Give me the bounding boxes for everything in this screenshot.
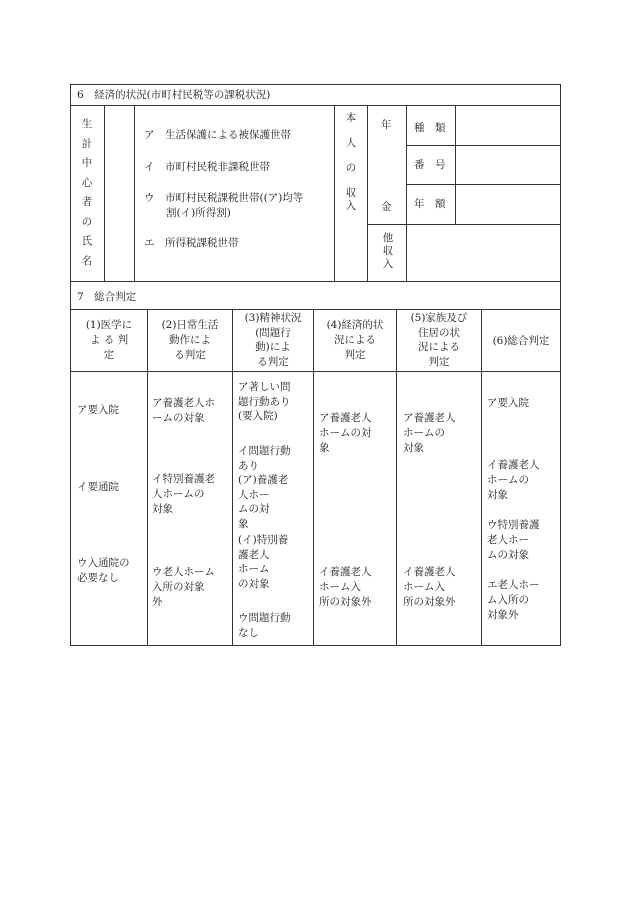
overall-option-a: ア要入院 [487, 397, 529, 409]
rule-s6-h3 [367, 224, 560, 225]
overall-option-u: ウ特別養護 老人ホー ムの対象 [487, 519, 540, 561]
rule-s6-v6 [455, 105, 456, 224]
daily-option-u: ウ老人ホーム 入所の対象 外 [152, 566, 215, 608]
medical-option-u: ウ入通院の 必要なし [77, 557, 130, 584]
rule-sec6-bottom [70, 281, 561, 282]
rule-s7-v3 [313, 309, 314, 645]
header-family: (5)家族及び 住居の状 況による 判定 [410, 312, 468, 368]
rule-s7-v4 [396, 309, 397, 645]
option-e: エ 所得税課税世帯 [144, 237, 239, 249]
mental-option-u: ウ問題行動 なし [238, 612, 291, 639]
rule-s6-h1 [406, 145, 560, 146]
family-option-i: イ養護老人 ホーム入 所の対象外 [403, 566, 456, 608]
other-income-label: 他 収 入 [382, 232, 394, 270]
nen-label: 年 [381, 119, 392, 131]
rule-s6-v3 [334, 105, 335, 281]
rule-sec6-title [70, 105, 561, 106]
rule-s6-v4 [367, 105, 368, 281]
rule-left [70, 84, 71, 646]
section7-title: 7 総合判定 [77, 291, 137, 303]
header-overall: (6)総合判定 [492, 335, 550, 347]
section6-subject-label: 生 計 中 心 者 の 氏 名 [81, 118, 93, 267]
medical-option-a: ア要入院 [77, 404, 119, 416]
rule-top [70, 84, 561, 85]
shurui-label: 種 類 [414, 122, 446, 134]
rule-bottom [70, 645, 561, 646]
rule-sec7-title [70, 309, 561, 310]
mental-option-i-sub-i: (イ)特別養 護老人 ホーム の対象 [238, 534, 289, 590]
rule-right [560, 84, 561, 646]
mental-option-a: ア著しい問 題行動あり (要入院) [238, 381, 291, 422]
bango-label: 番 号 [414, 159, 446, 171]
header-mental: (3)精神状況 (問題行 動)によ る判定 [244, 312, 302, 368]
overall-option-i: イ養護老人 ホームの 対象 [487, 459, 540, 501]
header-economic: (4)経済的状 況による 判定 [326, 319, 384, 361]
rule-s7-v5 [481, 309, 482, 645]
rule-s7-v1 [147, 309, 148, 645]
overall-option-e: エ老人ホー ム入所の 対象外 [487, 579, 540, 621]
rule-s6-v5 [406, 105, 407, 281]
rule-s6-h2 [406, 184, 560, 185]
daily-option-i: イ特別養護老 人ホームの 対象 [152, 473, 215, 515]
medical-option-i: イ要通院 [77, 481, 119, 493]
nengaku-label: 年 額 [414, 198, 446, 210]
rule-sec7-header [70, 371, 561, 372]
honnin-income-label: 本 人 の 収 入 [345, 112, 357, 212]
rule-s6-v1 [104, 105, 105, 281]
kin-label: 金 [381, 201, 392, 213]
mental-option-i: イ問題行動 あり [238, 445, 291, 472]
header-daily-living: (2)日常生活 動作によ る判定 [161, 319, 219, 361]
family-option-a: ア養護老人 ホームの 対象 [403, 412, 456, 454]
option-u-line2: 割(イ)所得割) [166, 207, 231, 219]
economic-option-i: イ養護老人 ホーム入 所の対象外 [319, 566, 372, 608]
header-medical: (1)医学に よ る 判 定 [85, 319, 133, 361]
option-u-line1: ウ 市町村民税課税世帯((ア)均等 [144, 192, 304, 204]
option-i: イ 市町村民税非課税世帯 [144, 161, 270, 173]
daily-option-a: ア養護老人ホ ームの対象 [152, 397, 215, 424]
option-a: ア 生活保護による被保護世帯 [144, 129, 291, 141]
rule-s7-v2 [232, 309, 233, 645]
rule-s6-v2 [134, 105, 135, 281]
mental-option-i-sub-a: (ア)養護老 人ホー ムの対 象 [238, 474, 289, 530]
section6-title: 6 経済的状況(市町村民税等の課税状況) [77, 89, 271, 101]
economic-option-a: ア養護老人 ホームの対 象 [319, 412, 372, 454]
